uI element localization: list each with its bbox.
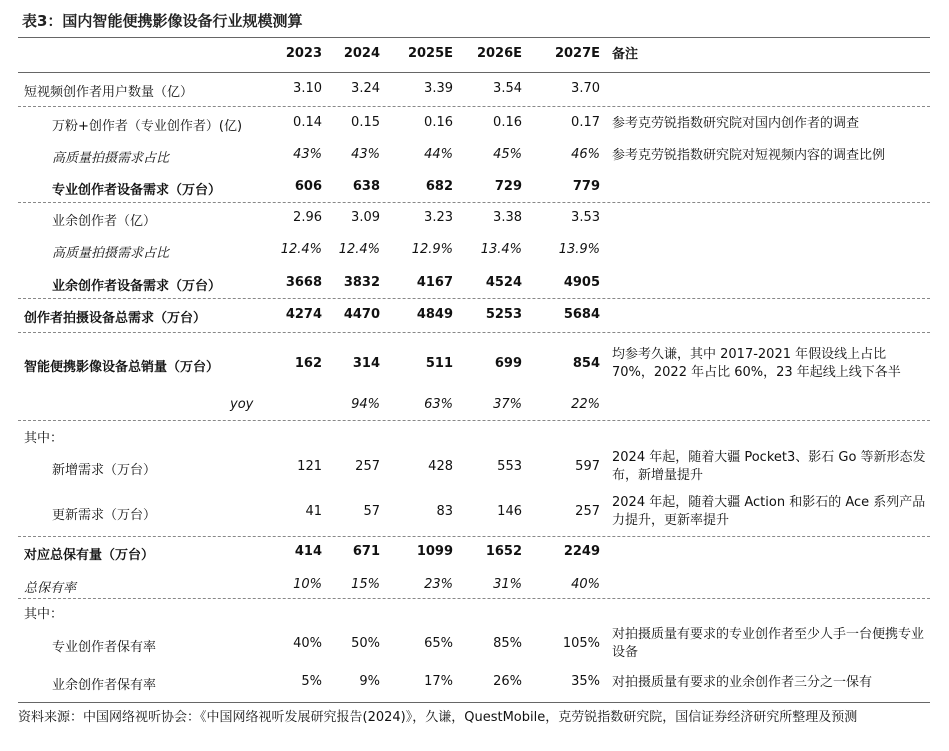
cell-2026e: 3.38 — [493, 210, 522, 225]
cell-2025e: 23% — [424, 577, 453, 592]
cell-2024: 43% — [351, 147, 380, 162]
cell-2023: 414 — [294, 544, 322, 559]
cell-2026e: 4524 — [485, 275, 522, 290]
cell-2025e: 1099 — [416, 544, 453, 559]
cell-2023: 162 — [294, 356, 322, 371]
row-note: 对拍摄质量有要求的业余创作者三分之一保有 — [612, 675, 873, 690]
cell-2025e: 12.9% — [411, 242, 453, 257]
cell-2024: 257 — [355, 459, 380, 474]
row-label: 新增需求（万台） — [52, 463, 157, 478]
row-separator — [18, 332, 930, 333]
row-label: 专业创作者保有率 — [52, 640, 157, 655]
cell-2027e: 257 — [575, 504, 600, 519]
cell-2025e: 44% — [424, 147, 453, 162]
row-label: yoy — [230, 397, 254, 412]
cell-2025e: 63% — [424, 397, 453, 412]
cell-2025e: 511 — [425, 356, 453, 371]
row-label: 业余创作者保有率 — [52, 678, 157, 693]
cell-2027e: 13.9% — [558, 242, 600, 257]
cell-2026e: 553 — [497, 459, 522, 474]
cell-2025e: 4167 — [416, 275, 453, 290]
cell-2027e: 35% — [571, 674, 600, 689]
cell-2027e: 46% — [571, 147, 600, 162]
bottom-rule — [18, 702, 930, 703]
row-note: 参考克劳锐指数研究院对国内创作者的调查 — [612, 116, 860, 131]
cell-2024: 12.4% — [338, 242, 380, 257]
row-label: 更新需求（万台） — [52, 508, 157, 523]
row-note: 均参考久谦，其中 2017-2021 年假设线上占比 70%，2022 年占比 60%，23 年起线上线下各半 — [612, 347, 901, 380]
cell-2024: 4470 — [343, 307, 380, 322]
cell-2027e: 105% — [562, 636, 600, 651]
cell-2026e: 699 — [494, 356, 522, 371]
row-label: 对应总保有量（万台） — [24, 548, 155, 563]
cell-2027e: 5684 — [563, 307, 600, 322]
row-label: 专业创作者设备需求（万台） — [52, 183, 222, 198]
cell-2027e: 4905 — [563, 275, 600, 290]
cell-2023: 3668 — [285, 275, 322, 290]
cell-2025e: 17% — [424, 674, 453, 689]
row-label: 万粉+创作者（专业创作者）(亿) — [52, 119, 243, 134]
header-rule — [18, 72, 930, 73]
cell-2023: 43% — [293, 147, 322, 162]
cell-2026e: 45% — [493, 147, 522, 162]
cell-2025e: 428 — [428, 459, 453, 474]
cell-2024: 638 — [352, 179, 380, 194]
header-2026e: 2026E — [476, 46, 522, 61]
cell-2024: 3.24 — [351, 81, 380, 96]
cell-2026e: 26% — [493, 674, 522, 689]
row-separator — [18, 536, 930, 537]
row-label: 智能便携影像设备总销量（万台） — [24, 360, 220, 375]
cell-2024: 671 — [352, 544, 380, 559]
source-note: 资料来源：中国网络视听协会：《中国网络视听发展研究报告(2024)》，久谦，QuestMobile，克劳锐指数研究院，国信证券经济研究所整理及预测 — [18, 710, 858, 725]
row-separator — [18, 598, 930, 599]
row-separator — [18, 202, 930, 203]
cell-2025e: 682 — [425, 179, 453, 194]
row-separator — [18, 298, 930, 299]
cell-2025e: 4849 — [416, 307, 453, 322]
cell-2027e: 22% — [571, 397, 600, 412]
cell-2026e: 5253 — [485, 307, 522, 322]
cell-2024: 15% — [351, 577, 380, 592]
cell-2025e: 3.23 — [424, 210, 453, 225]
row-separator — [18, 106, 930, 107]
row-label: 其中： — [24, 607, 64, 622]
cell-2023: 0.14 — [293, 115, 322, 130]
header-2024: 2024 — [343, 46, 380, 61]
cell-2023: 41 — [305, 504, 322, 519]
cell-2027e: 779 — [572, 179, 600, 194]
row-label: 高质量拍摄需求占比 — [52, 151, 170, 166]
cell-2023: 606 — [294, 179, 322, 194]
row-label: 总保有率 — [24, 581, 77, 596]
row-note: 2024 年起，随着大疆 Pocket3、影石 Go 等新形态发布，新增量提升 — [612, 450, 926, 483]
cell-2027e: 3.70 — [571, 81, 600, 96]
cell-2023: 3.10 — [293, 81, 322, 96]
cell-2027e: 3.53 — [571, 210, 600, 225]
cell-2027e: 2249 — [563, 544, 600, 559]
cell-2023: 2.96 — [293, 210, 322, 225]
row-label: 高质量拍摄需求占比 — [52, 246, 170, 261]
cell-2025e: 3.39 — [424, 81, 453, 96]
top-rule — [18, 37, 930, 38]
cell-2026e: 729 — [494, 179, 522, 194]
header-2025e: 2025E — [407, 46, 453, 61]
cell-2026e: 85% — [493, 636, 522, 651]
cell-2026e: 37% — [493, 397, 522, 412]
cell-2024: 3.09 — [351, 210, 380, 225]
cell-2026e: 3.54 — [493, 81, 522, 96]
row-note: 2024 年起，随着大疆 Action 和影石的 Ace 系列产品力提升，更新率提升 — [612, 495, 926, 528]
cell-2027e: 597 — [575, 459, 600, 474]
cell-2024: 50% — [351, 636, 380, 651]
header-note: 备注 — [612, 47, 639, 62]
cell-2025e: 65% — [424, 636, 453, 651]
cell-2024: 9% — [359, 674, 380, 689]
cell-2026e: 146 — [497, 504, 522, 519]
header-2027e: 2027E — [554, 46, 600, 61]
row-note: 参考克劳锐指数研究院对短视频内容的调查比例 — [612, 148, 886, 163]
cell-2024: 3832 — [343, 275, 380, 290]
row-label: 创作者拍摄设备总需求（万台） — [24, 311, 207, 326]
cell-2025e: 83 — [436, 504, 453, 519]
cell-2027e: 40% — [571, 577, 600, 592]
row-separator — [18, 420, 930, 421]
cell-2024: 94% — [351, 397, 380, 412]
cell-2024: 0.15 — [351, 115, 380, 130]
cell-2024: 57 — [363, 504, 380, 519]
cell-2023: 121 — [297, 459, 322, 474]
cell-2026e: 31% — [493, 577, 522, 592]
cell-2026e: 13.4% — [480, 242, 522, 257]
cell-2023: 40% — [293, 636, 322, 651]
cell-2023: 4274 — [285, 307, 322, 322]
row-label: 业余创作者（亿） — [52, 214, 157, 229]
cell-2026e: 1652 — [485, 544, 522, 559]
row-label: 业余创作者设备需求（万台） — [52, 279, 222, 294]
cell-2023: 10% — [293, 577, 322, 592]
cell-2027e: 0.17 — [571, 115, 600, 130]
cell-2023: 5% — [301, 674, 322, 689]
cell-2025e: 0.16 — [424, 115, 453, 130]
cell-2023: 12.4% — [280, 242, 322, 257]
table-title: 表3：国内智能便携影像设备行业规模测算 — [22, 12, 303, 30]
cell-2027e: 854 — [572, 356, 600, 371]
row-label: 其中： — [24, 431, 64, 446]
row-label: 短视频创作者用户数量（亿） — [24, 85, 194, 100]
header-2023: 2023 — [285, 46, 322, 61]
row-note: 对拍摄质量有要求的专业创作者至少人手一台便携专业设备 — [612, 627, 925, 660]
cell-2024: 314 — [352, 356, 380, 371]
cell-2026e: 0.16 — [493, 115, 522, 130]
